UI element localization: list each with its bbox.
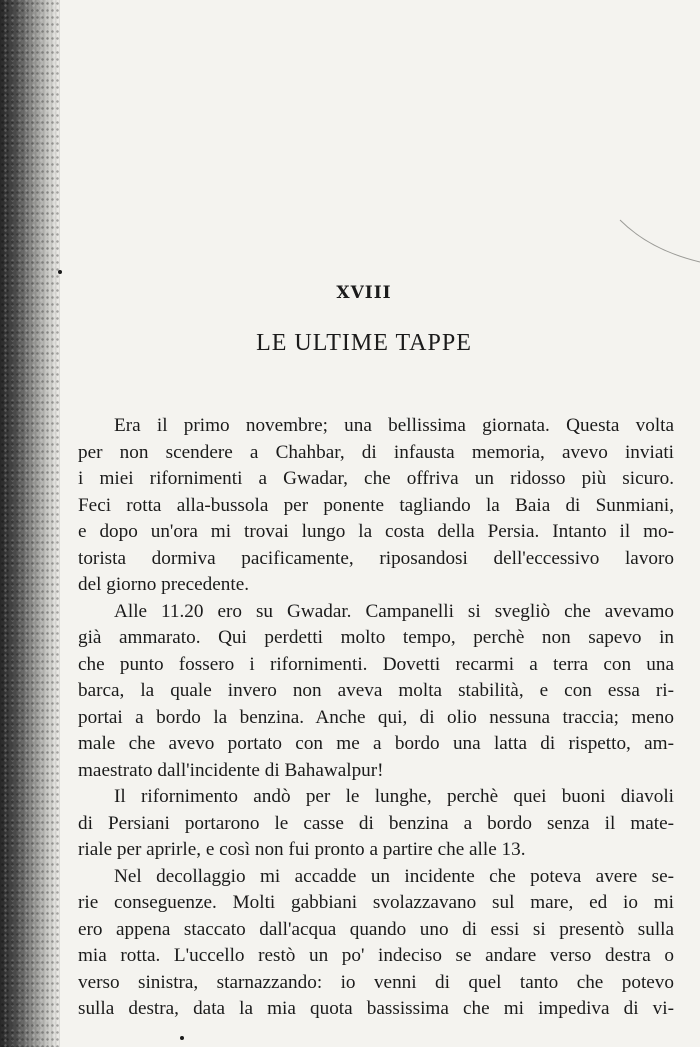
text-line: Feci rotta alla-bussola per ponente tagliando la Baia di Sunmiani, — [78, 494, 674, 516]
ink-speck — [180, 1036, 184, 1040]
text-line: mia rotta. L'uccello restò un po' indeciso se andare verso destra o — [78, 945, 674, 966]
text-line: Nel decollaggio mi accadde un incidente che poteva avere se- — [114, 865, 674, 887]
text-line: portai a bordo la benzina. Anche qui, di olio nessuna traccia; meno — [78, 706, 674, 728]
text-line: sulla destra, data la mia quota bassissima che mi impediva di vi- — [78, 998, 674, 1019]
text-line: rie conseguenze. Molti gabbiani svolazzavano sul mare, ed io mi — [78, 892, 674, 913]
text-line: i miei rifornimenti a Gwadar, che offriva un ridosso più sicuro. — [78, 468, 674, 489]
chapter-body — [78, 413, 674, 1023]
chapter-title: LE ULTIME TAPPE — [256, 330, 472, 356]
text-line: maestrato dall'incidente di Bahawalpur! — [78, 759, 384, 781]
text-line: Il rifornimento andò per le lunghe, perchè quei buoni diavoli — [114, 786, 674, 807]
ink-speck — [58, 270, 62, 274]
text-line: verso sinistra, starnazzando: io venni di quel tanto che potevo — [78, 971, 674, 993]
text-line: e dopo un'ora mi trovai lungo la costa della Persia. Intanto il mo- — [78, 521, 674, 542]
text-line: Alle 11.20 ero su Gwadar. Campanelli si svegliò che avevamo — [114, 600, 674, 622]
text-line: di Persiani portarono le casse di benzina a bordo senza il mate- — [78, 812, 674, 834]
text-line: riale per aprirle, e così non fui pronto a partire che alle 13. — [78, 839, 526, 860]
text-line: che punto fossero i rifornimenti. Dovetti recarmi a terra con una — [78, 653, 674, 675]
text-line: barca, la quale invero non aveva molta stabilità, e con essa ri- — [78, 680, 674, 701]
chapter-number: XVIII — [336, 283, 392, 303]
text-line: già ammarato. Qui perdetti molto tempo, perchè non sapevo in — [78, 627, 674, 648]
text-line: ero appena staccato dall'acqua quando uno di essi si presentò sulla — [78, 918, 674, 940]
text-line: Era il primo novembre; una bellissima giornata. Questa volta — [114, 415, 674, 436]
text-line: torista dormiva pacificamente, riposandosi dell'eccessivo lavoro — [78, 547, 674, 569]
text-line: per non scendere a Chahbar, di infausta memoria, avevo inviati — [78, 441, 674, 463]
text-line: male che avevo portato con me a bordo una latta di rispetto, am- — [78, 733, 674, 754]
gutter-speckle — [0, 0, 60, 1047]
page-curve-mark — [610, 210, 700, 270]
text-line: del giorno precedente. — [78, 574, 250, 595]
